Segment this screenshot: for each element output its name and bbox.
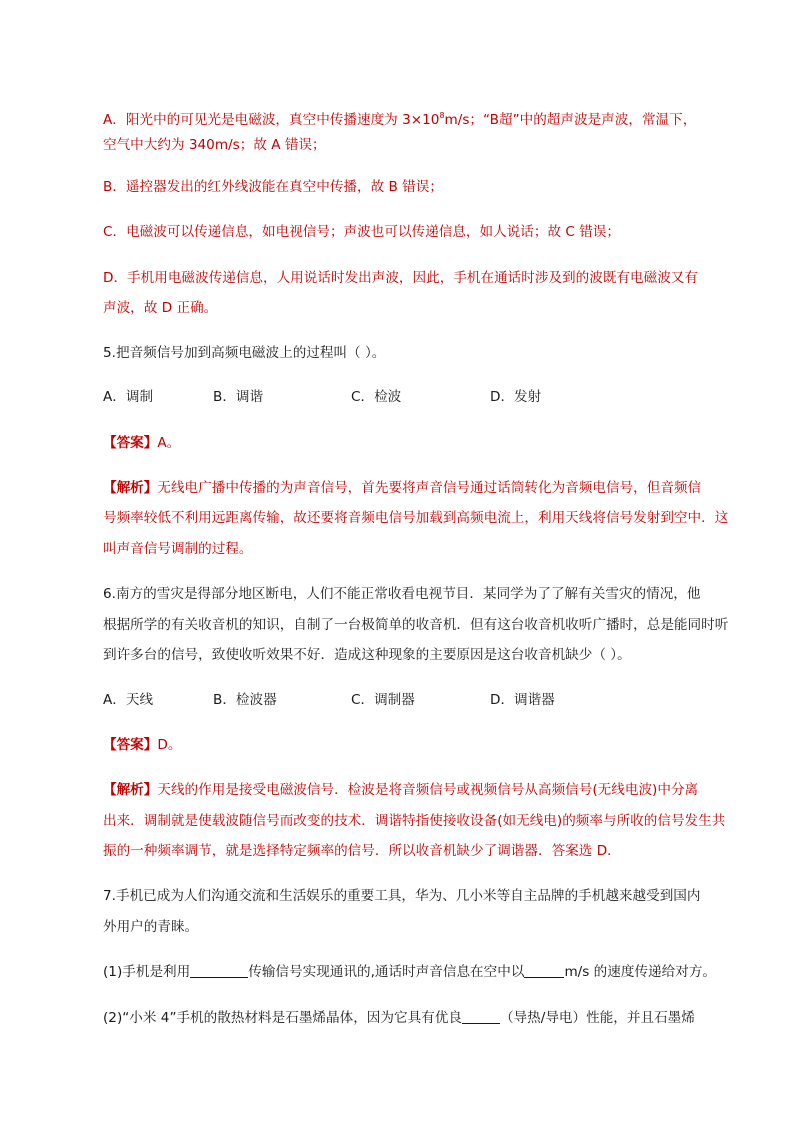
q6-stem-line3: 到许多台的信号，致使收听效果不好．造成这种现象的主要原因是这台收音机缺少（ ）。 <box>103 647 631 663</box>
q4-option-d-analysis-line2: 声波，故 D 正确。 <box>103 300 218 316</box>
q5-option-b: B．调谐 <box>213 389 264 405</box>
q5-answer: 【答案】A。 <box>103 435 181 451</box>
analysis-tag: 【解析】 <box>103 782 158 798</box>
q7-subquestion-1: (1)手机是利用 传输信号实现通讯的,通话时声音信息在空中以 m/s 的速度传递给对方。 <box>103 964 717 980</box>
q6-option-d: D．调谐器 <box>490 692 555 708</box>
q5-option-d: D．发射 <box>490 389 542 405</box>
q5-stem: 5.把音频信号加到高频电磁波上的过程叫（ ）。 <box>103 345 386 361</box>
answer-blank <box>190 963 248 978</box>
q5-analysis-line2: 号频率较低不利用远距离传输，故还要将音频电信号加载到高频电流上，利用天线将信号发射到空中．这 <box>103 510 729 526</box>
answer-tag: 【答案】 <box>103 435 158 451</box>
answer-blank <box>462 1009 500 1024</box>
q6-option-b: B．检波器 <box>213 692 277 708</box>
q6-stem-line1: 6.南方的雪灾是得部分地区断电，人们不能正常收看电视节目．某同学为了了解有关雪灾的情况，他 <box>103 586 701 602</box>
answer-blank <box>524 963 564 978</box>
q6-option-c: C．调制器 <box>351 692 415 708</box>
q5-analysis-line3: 叫声音信号调制的过程。 <box>103 541 253 557</box>
q6-analysis-line3: 振的一种频率调节，就是选择特定频率的信号．所以收音机缺少了调谐器．答案选 D． <box>103 843 621 859</box>
q6-stem-line2: 根据所学的有关收音机的知识，自制了一台极简单的收音机．但有这台收音机收听广播时，总是能同时听 <box>103 617 729 633</box>
q4-option-a-analysis-line1: A．阳光中的可见光是电磁波，真空中传播速度为 $3\times 10^8m/s$；“B超”中的超声波是声波，常温下， <box>103 111 697 128</box>
q5-option-a: A．调制 <box>103 389 154 405</box>
q5-option-c: C．检波 <box>351 389 402 405</box>
q4-option-c-analysis: C．电磁波可以传递信息，如电视信号；声波也可以传递信息，如人说话；故 C 错误； <box>103 224 620 240</box>
q7-subquestion-2: (2)“小米 4”手机的散热材料是石墨烯晶体，因为它具有优良 （导热/导电）性能，并且石墨烯 <box>103 1010 695 1026</box>
q6-option-a: A．天线 <box>103 692 154 708</box>
answer-tag: 【答案】 <box>103 737 158 753</box>
q4-option-d-analysis-line1: D．手机用电磁波传递信息，人用说话时发出声波，因此，手机在通话时涉及到的波既有电磁波又有 <box>103 270 698 286</box>
q5-analysis-line1: 【解析】无线电广播中传播的为声音信号，首先要将声音信号通过话筒转化为音频电信号，但音频信 <box>103 480 702 496</box>
q7-stem-line1: 7.手机已成为人们沟通交流和生活娱乐的重要工具，华为、几小米等自主品牌的手机越来越受到国内 <box>103 888 701 904</box>
q4-option-a-analysis-line2: 空气中大约为 340m/s；故 A 错误； <box>103 137 326 153</box>
q7-stem-line2: 外用户的青睐。 <box>103 919 199 935</box>
q6-analysis-line1: 【解析】天线的作用是接受电磁波信号．检波是将音频信号或视频信号从高频信号(无线电波)中分离 <box>103 782 699 798</box>
q6-analysis-line2: 出来．调制就是使载波随信号而改变的技术．调谐特指使接收设备(如无线电)的频率与所收的信号发生共 <box>103 813 726 829</box>
q4-option-b-analysis: B．遥控器发出的红外线波能在真空中传播，故 B 错误； <box>103 179 443 195</box>
q6-answer: 【答案】D。 <box>103 737 182 753</box>
analysis-tag: 【解析】 <box>103 480 158 496</box>
